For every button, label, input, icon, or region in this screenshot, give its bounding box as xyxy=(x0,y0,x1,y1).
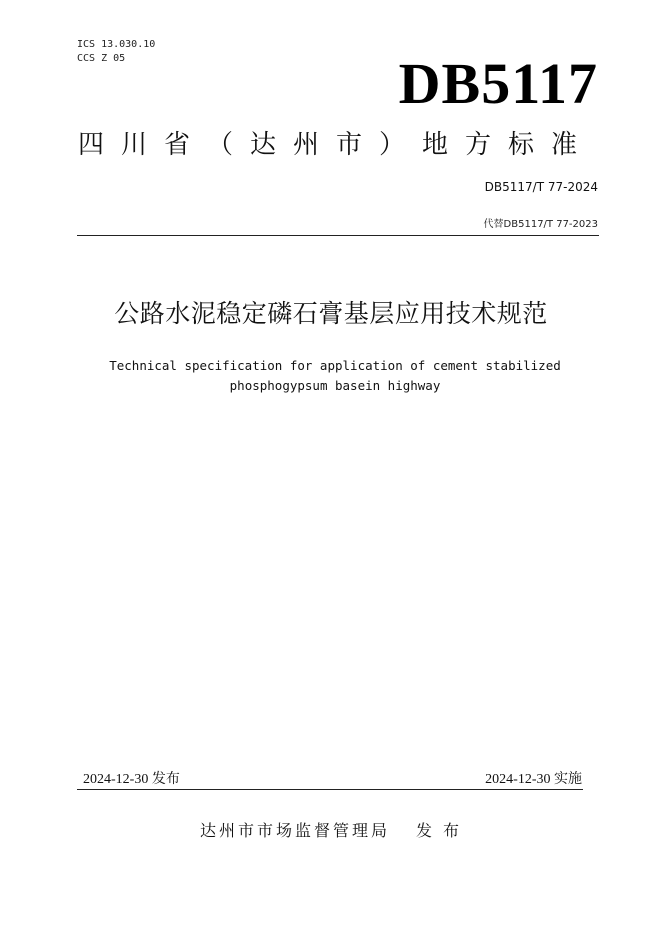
english-title-line-2: phosphogypsum basein highway xyxy=(229,378,441,393)
standard-type: 四川省（达州市）地方标准 xyxy=(78,130,595,160)
implementation-date: 2024-12-30 实施 xyxy=(485,772,582,787)
standard-number: DB5117/T 77-2024 xyxy=(484,180,598,194)
document-title-chinese: 公路水泥稳定磷石膏基层应用技术规范 xyxy=(114,299,548,328)
english-title-line-1: Technical specification for application of cement stabilized xyxy=(109,358,561,373)
bottom-divider xyxy=(77,789,583,790)
classification-codes xyxy=(77,38,155,66)
issuer-line xyxy=(0,820,662,842)
ccs-code: CCS Z 05 xyxy=(77,53,126,64)
issuing-authority: 达州市市场监督管理局 xyxy=(199,821,390,840)
ics-code: ICS 13.030.10 xyxy=(77,39,156,50)
standard-logo: DB5117 xyxy=(398,51,598,116)
document-title-english xyxy=(80,356,590,396)
replaces-note: 代替DB5117/T 77-2023 xyxy=(483,219,598,230)
top-divider xyxy=(77,235,599,236)
issue-date: 2024-12-30 发布 xyxy=(83,772,180,787)
issue-action: 发 布 xyxy=(415,821,463,840)
